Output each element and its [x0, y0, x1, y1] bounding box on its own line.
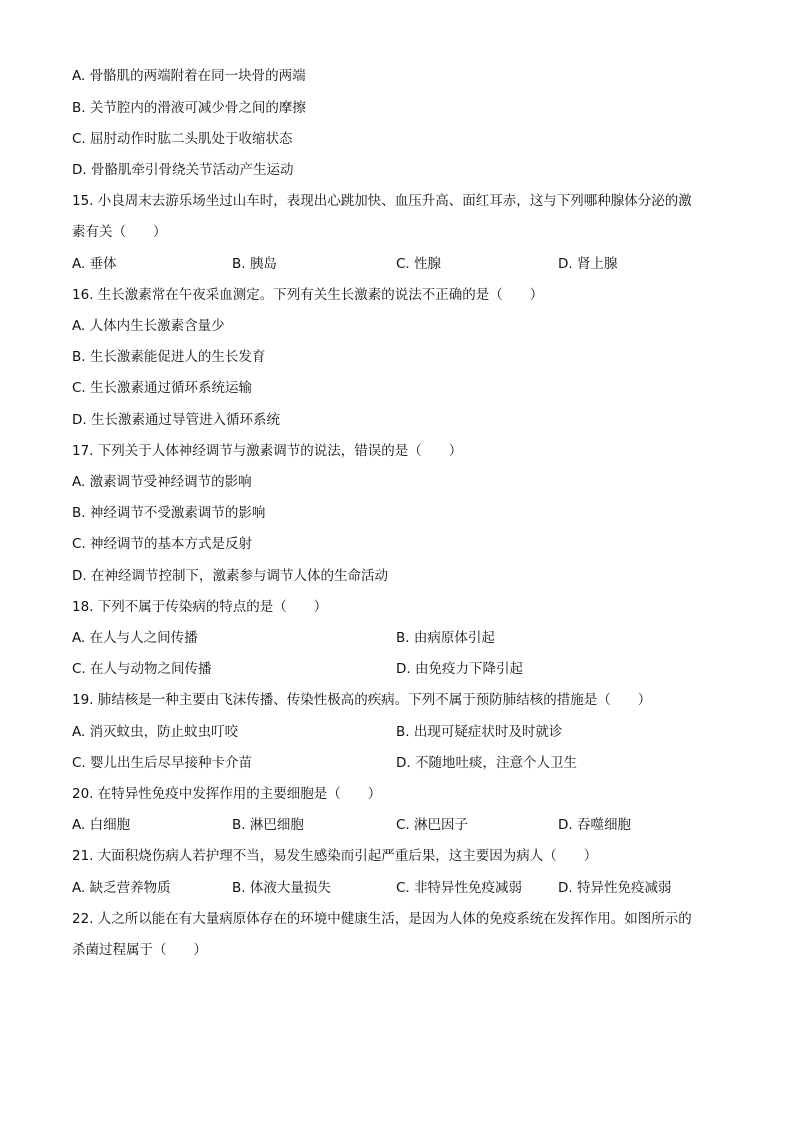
q21-option-d: D. 特异性免疫减弱	[558, 880, 672, 896]
q19-option-d: D. 不随地吐痰，注意个人卫生	[396, 755, 577, 771]
q20-option-d: D. 吞噬细胞	[558, 817, 631, 833]
q19-option-a: A. 消灭蚊虫，防止蚊虫叮咬	[72, 724, 239, 740]
q15-stem-line1: 15. 小良周末去游乐场坐过山车时，表现出心跳加快、血压升高、面红耳赤，这与下列哪种腺体分泌的激	[72, 193, 692, 209]
q21-option-b: B. 体液大量损失	[232, 880, 331, 896]
q16-stem: 16. 生长激素常在午夜采血测定。下列有关生长激素的说法不正确的是（ ）	[72, 287, 544, 303]
q21-option-c: C. 非特异性免疫减弱	[396, 880, 523, 896]
q20-option-a: A. 白细胞	[72, 817, 131, 833]
q17-stem: 17. 下列关于人体神经调节与激素调节的说法，错误的是（ ）	[72, 443, 463, 459]
q16-option-a: A. 人体内生长激素含量少	[72, 318, 225, 334]
q18-stem: 18. 下列不属于传染病的特点的是（ ）	[72, 599, 328, 615]
q20-option-b: B. 淋巴细胞	[232, 817, 304, 833]
q15-option-c: C. 性腺	[396, 256, 442, 272]
q16-option-d: D. 生长激素通过导管进入循环系统	[72, 412, 280, 428]
q15-option-a: A. 垂体	[72, 256, 117, 272]
q19-stem: 19. 肺结核是一种主要由飞沫传播、传染性极高的疾病。下列不属于预防肺结核的措施是（ ）	[72, 692, 652, 708]
q16-option-c: C. 生长激素通过循环系统运输	[72, 380, 253, 396]
q18-option-d: D. 由免疫力下降引起	[396, 661, 523, 677]
q18-option-b: B. 由病原体引起	[396, 630, 495, 646]
q15-option-b: B. 胰岛	[232, 256, 277, 272]
q21-option-a: A. 缺乏营养物质	[72, 880, 171, 896]
q16-option-b: B. 生长激素能促进人的生长发育	[72, 349, 266, 365]
q20-option-c: C. 淋巴因子	[396, 817, 469, 833]
q21-stem: 21. 大面积烧伤病人若护理不当，易发生感染而引起严重后果，这主要因为病人（ ）	[72, 848, 598, 864]
q14-option-c: C. 屈肘动作时肱二头肌处于收缩状态	[72, 131, 293, 147]
q19-option-b: B. 出现可疑症状时及时就诊	[396, 724, 563, 740]
q14-option-a: A. 骨骼肌的两端附着在同一块骨的两端	[72, 68, 306, 84]
q17-option-c: C. 神经调节的基本方式是反射	[72, 536, 253, 552]
q14-option-d: D. 骨骼肌牵引骨绕关节活动产生运动	[72, 162, 294, 178]
q17-option-d: D. 在神经调节控制下，激素参与调节人体的生命活动	[72, 568, 388, 584]
q15-stem-line2: 素有关（ ）	[72, 224, 167, 240]
q14-option-b: B. 关节腔内的滑液可减少骨之间的摩擦	[72, 100, 306, 116]
q18-option-c: C. 在人与动物之间传播	[72, 661, 212, 677]
q15-option-d: D. 肾上腺	[558, 256, 618, 272]
q22-stem-line1: 22. 人之所以能在有大量病原体存在的环境中健康生活，是因为人体的免疫系统在发挥作用。如图所示的	[72, 911, 692, 927]
q20-stem: 20. 在特异性免疫中发挥作用的主要细胞是（ ）	[72, 786, 382, 802]
q17-option-b: B. 神经调节不受激素调节的影响	[72, 505, 266, 521]
q18-option-a: A. 在人与人之间传播	[72, 630, 198, 646]
q22-stem-line2: 杀菌过程属于（ ）	[72, 942, 207, 958]
q17-option-a: A. 激素调节受神经调节的影响	[72, 474, 252, 490]
q19-option-c: C. 婴儿出生后尽早接种卡介苗	[72, 755, 253, 771]
